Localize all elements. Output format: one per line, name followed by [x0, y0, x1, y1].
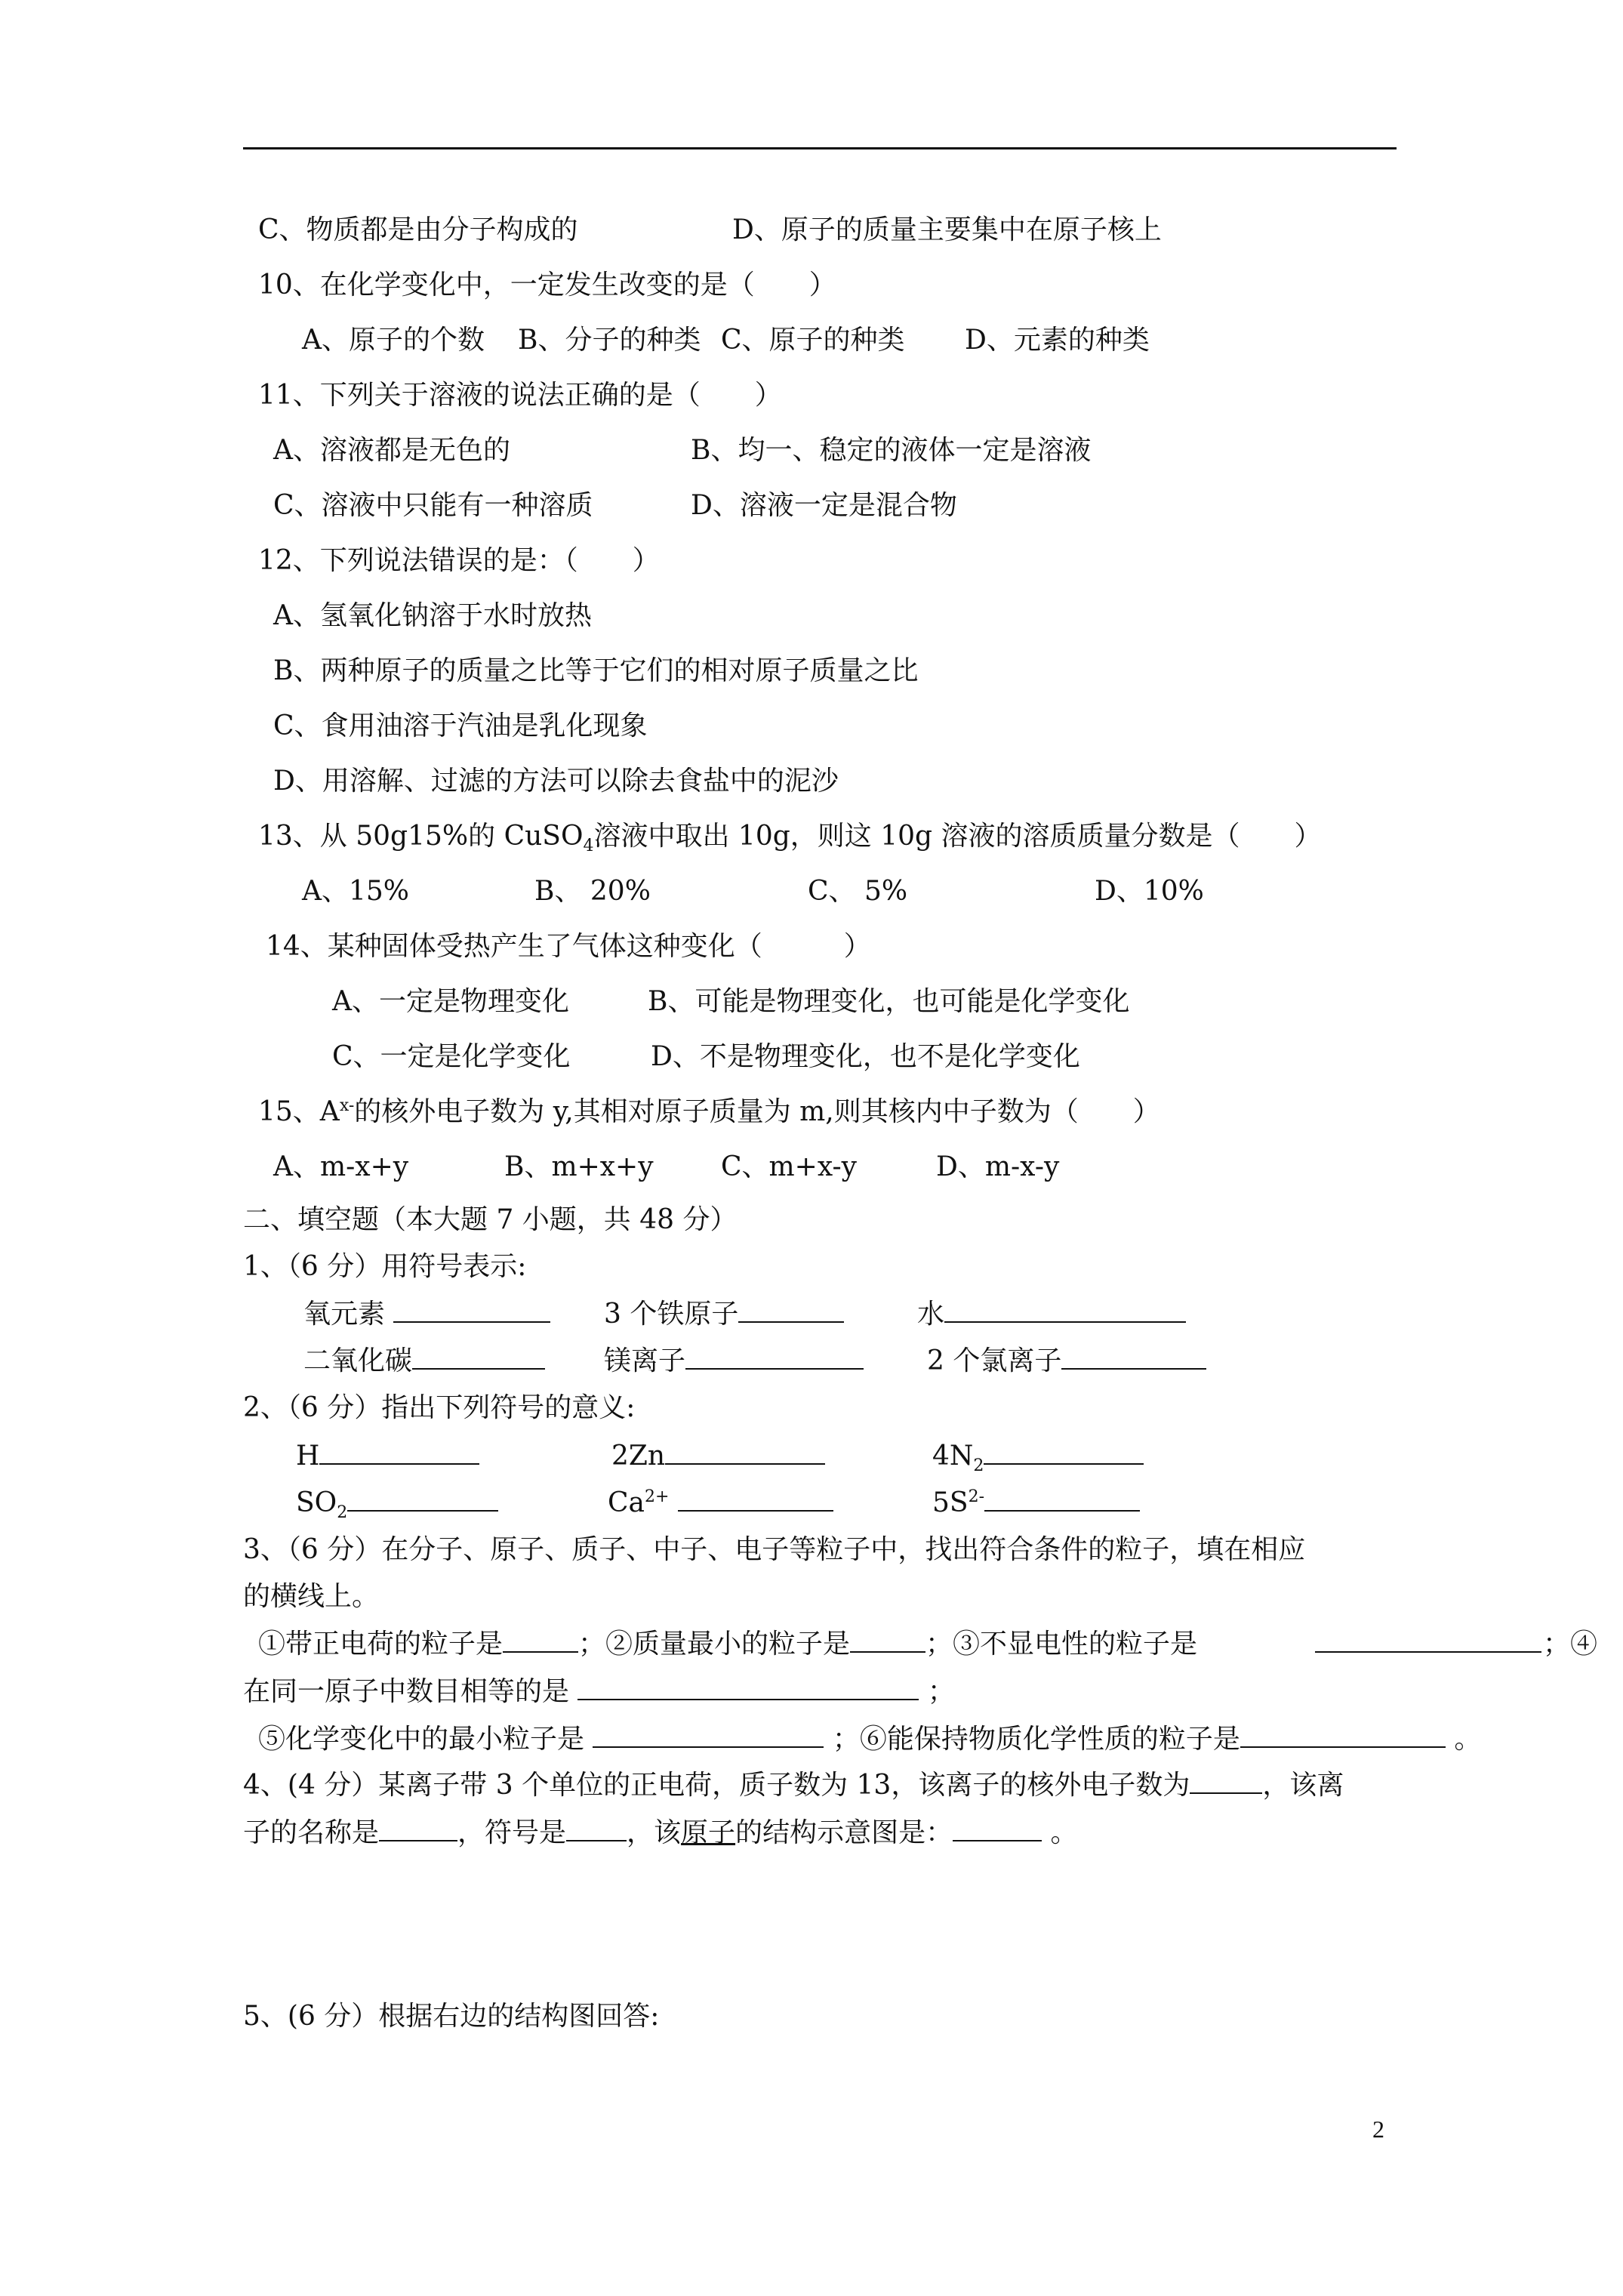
- f3-stem-2: 的横线上。: [243, 1581, 380, 1612]
- q9-option-d: D、原子的质量主要集中在原子核上: [732, 214, 1162, 245]
- q13-stem-text: 13、从 50g15%的 CuSO$_4$溶液中取出 10g，则这 10g 溶液的溶质质量分数是（ ）: [258, 821, 1322, 856]
- f2-blank-4[interactable]: [347, 1487, 498, 1512]
- q13-option-d: D、10%: [1095, 876, 1204, 907]
- f1-blank-5[interactable]: [685, 1345, 864, 1370]
- q11-option-c: C、溶液中只能有一种溶质: [273, 490, 593, 521]
- f3-part-4: 在同一原子中数目相等的是 ；: [243, 1676, 955, 1707]
- q14-option-a: A、一定是物理变化: [332, 986, 569, 1017]
- f3-blank-4[interactable]: [577, 1676, 919, 1700]
- f1-item-6: 2 个氯离子: [927, 1344, 1206, 1379]
- f2-item-6: $5S^{2-}$: [932, 1486, 1140, 1521]
- f2-item-2: 2Zn: [611, 1439, 825, 1474]
- f3-blank-1[interactable]: [503, 1629, 578, 1653]
- f4-blank-3[interactable]: [566, 1817, 627, 1841]
- f1-stem-text: 1、（6 分）用符号表示:: [243, 1251, 527, 1282]
- q10-option-a: A、原子的个数: [302, 325, 485, 356]
- q11-option-d: D、溶液一定是混合物: [691, 490, 957, 521]
- q15-option-c: C、m+x-y: [721, 1151, 858, 1182]
- f2-blank-3[interactable]: [984, 1441, 1144, 1465]
- f1-blank-3[interactable]: [944, 1299, 1186, 1323]
- f4-blank-2[interactable]: [379, 1817, 457, 1841]
- f5-stem-text: 5、(6 分）根据右边的结构图回答:: [243, 2001, 660, 2032]
- q14-option-b: B、可能是物理变化，也可能是化学变化: [648, 986, 1130, 1017]
- q10-option-d: D、元素的种类: [965, 325, 1150, 356]
- q12-option-c: C、食用油溶于汽油是乳化现象: [273, 710, 648, 741]
- q12-option-b: B、两种原子的质量之比等于它们的相对原子质量之比: [273, 655, 919, 686]
- f4-line-2-text: 子的名称是 ，符号是 ，该原子的结构示意图是： 。: [243, 1817, 1078, 1848]
- f1-blank-2[interactable]: [738, 1299, 844, 1323]
- f2-item-1: H: [296, 1439, 479, 1474]
- q9-option-c: C、物质都是由分子构成的: [258, 214, 578, 245]
- q14-stem-text: 14、某种固体受热产生了气体这种变化（ ）: [266, 931, 871, 962]
- f3-blank-6[interactable]: [1240, 1724, 1446, 1748]
- f1-blank-1[interactable]: [393, 1299, 550, 1323]
- page-number: 2: [1372, 2116, 1384, 2143]
- q10-stem-text: 10、在化学变化中，一定发生改变的是（ ）: [258, 270, 836, 300]
- q14-option-c: C、一定是化学变化: [332, 1041, 571, 1072]
- f3-blank-5[interactable]: [593, 1724, 824, 1748]
- q13-option-b: B、 20%: [534, 876, 651, 907]
- f1-item-1: 氧元素: [303, 1297, 550, 1332]
- f2-blank-2[interactable]: [665, 1441, 825, 1465]
- q12-stem-text: 12、下列说法错误的是：（ ）: [258, 545, 660, 576]
- f2-item-5: $Ca^{2+}$: [608, 1486, 833, 1521]
- q12-option-a: A、氢氧化钠溶于水时放热: [273, 600, 592, 631]
- f1-blank-4[interactable]: [412, 1345, 545, 1370]
- q10-option-c: C、原子的种类: [721, 325, 905, 356]
- q10-option-b: B、分子的种类: [518, 325, 701, 356]
- f1-item-5: 镁离子: [604, 1344, 864, 1379]
- f2-item-4: $SO_2$: [296, 1486, 498, 1521]
- q15-option-d: D、m-x-y: [936, 1151, 1060, 1182]
- q11-option-b: B、均一、稳定的液体一定是溶液: [691, 435, 1092, 466]
- section-2-title-text: 二、填空题（本大题 7 小题，共 48 分）: [243, 1204, 738, 1235]
- q13-option-c: C、 5%: [808, 876, 908, 907]
- f2-item-3: $4N_2$: [932, 1439, 1144, 1474]
- f1-item-2: 3 个铁原子: [604, 1297, 844, 1332]
- f3-parts-1-3: ①带正电荷的粒子是 ；②质量最小的粒子是 ；③不显电性的粒子是: [258, 1629, 1198, 1660]
- f3-stem-1: 3、（6 分）在分子、原子、质子、中子、电子等粒子中，找出符合条件的粒子，填在相应: [243, 1534, 1306, 1565]
- header-rule: [243, 147, 1397, 149]
- q14-option-d: D、不是物理变化，也不是化学变化: [651, 1041, 1080, 1072]
- f2-blank-5[interactable]: [678, 1487, 833, 1512]
- f3-blank-2[interactable]: [850, 1629, 925, 1653]
- f3-blank-3[interactable]: [1315, 1629, 1541, 1653]
- q11-stem-text: 11、下列关于溶液的说法正确的是（ ）: [258, 380, 782, 411]
- f4-blank-4[interactable]: [953, 1817, 1042, 1841]
- f3-parts-5-6: ⑤化学变化中的最小粒子是 ；⑥能保持物质化学性质的粒子是 。: [258, 1724, 1482, 1755]
- f1-item-3: 水: [917, 1297, 1186, 1332]
- q15-option-b: B、m+x+y: [504, 1151, 654, 1182]
- q11-option-a: A、溶液都是无色的: [273, 435, 510, 466]
- f4-line-1-text: 4、(4 分）某离子带 3 个单位的正电荷，质子数为 13，该离子的核外电子数为 ，该离: [243, 1770, 1344, 1801]
- f2-blank-1[interactable]: [319, 1441, 479, 1465]
- f4-blank-1[interactable]: [1190, 1770, 1262, 1794]
- f3-blank-3-wrap: [1315, 1627, 1541, 1662]
- f3-part-4-marker: ；④: [1543, 1629, 1598, 1660]
- q12-option-d: D、用溶解、过滤的方法可以除去食盐中的泥沙: [273, 766, 839, 797]
- q15-option-a: A、m-x+y: [273, 1151, 409, 1182]
- f1-item-4: 二氧化碳: [303, 1344, 545, 1379]
- f2-stem-text: 2、（6 分）指出下列符号的意义:: [243, 1392, 636, 1423]
- q15-stem-text: 15、$A^{x-}$的核外电子数为 y,其相对原子质量为 m,则其核内中子数为（ ）: [258, 1096, 1160, 1127]
- f2-blank-6[interactable]: [984, 1487, 1140, 1512]
- f4-underlined-word: 原子: [681, 1817, 736, 1848]
- q13-option-a: A、15%: [302, 876, 410, 907]
- f1-blank-6[interactable]: [1061, 1345, 1206, 1370]
